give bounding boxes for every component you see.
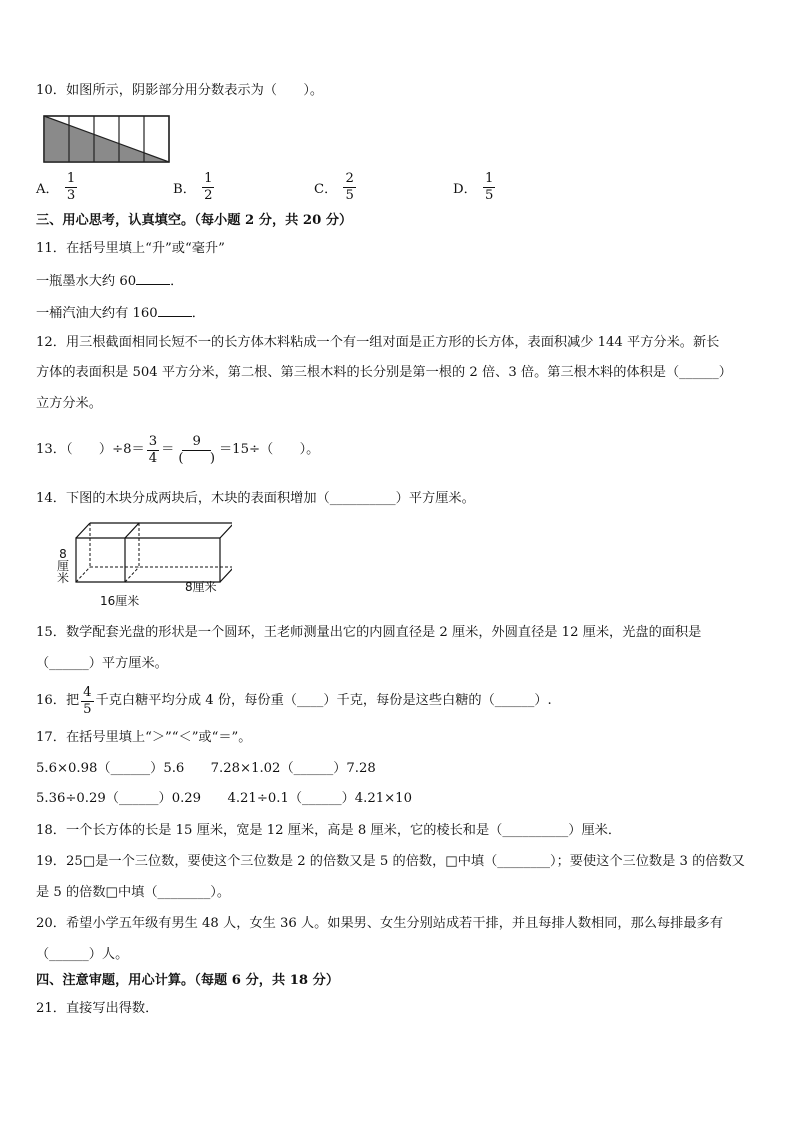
- q21-text: 21．直接写出得数．: [36, 1001, 159, 1016]
- fraction-9-blank: $\frac{9}{( )}$: [178, 433, 215, 466]
- option-a[interactable]: A． $\frac{1}{3}$: [36, 171, 76, 203]
- q11-title: 11．在括号里填上“升”或“毫升”: [36, 241, 225, 256]
- q19-line-1: 19．25□是一个三位数，要使这个三位数是 2 的倍数又是 5 的倍数，□中填（________）；要使这个三位数是 3 的倍数又: [36, 854, 745, 869]
- answer-blank[interactable]: [158, 304, 192, 317]
- q17-row-2: 5.36÷0.29（______）0.29 4.21÷0.1（______）4.21×10: [36, 791, 412, 806]
- q20-line-2: （______）人。: [36, 947, 129, 962]
- fraction-3-4: $\frac{3}{4}$: [148, 433, 158, 466]
- q11-line-2: 一桶汽油大约有 160 ．: [36, 306, 205, 321]
- q17-title: 17．在括号里填上“＞”“＜”或“＝”。: [36, 730, 252, 745]
- q12-line-2: 方体的表面积是 504 平方分米，第二根、第三根木料的长分别是第一根的 2 倍、3 倍。第三根木料的体积是（______）: [36, 365, 732, 380]
- q10-text: 10．如图所示，阴影部分用分数表示为（ ）。: [36, 83, 324, 98]
- fraction-4-5: $\frac{4}{5}$: [83, 684, 92, 717]
- q14-cuboid-figure: [52, 518, 232, 610]
- section-4-heading: 四、注意审题，用心计算。（每题 6 分，共 18 分）: [36, 973, 340, 988]
- q12-line-1: 12．用三根截面相同长短不一的长方体木料粘成一个有一组对面是正方形的长方体，表面积减少 144 平方分米。新长: [36, 335, 720, 350]
- q10-options: [36, 171, 596, 211]
- q12-line-3: 立方分米。: [36, 396, 102, 411]
- q15-line-2: （______）平方厘米。: [36, 656, 168, 671]
- q17-row-1: 5.6×0.98（______）5.6 7.28×1.02（______）7.28: [36, 761, 376, 776]
- option-d[interactable]: D． $\frac{1}{5}$: [453, 171, 494, 203]
- section-3-heading: 三、用心思考，认真填空。（每小题 2 分，共 20 分）: [36, 213, 353, 228]
- option-c[interactable]: C． $\frac{2}{5}$: [314, 171, 354, 203]
- answer-blank[interactable]: [136, 272, 170, 285]
- q16-text: 16．把 $\frac{4}{5}$ 千克白糖平均分成 4 份，每份重（____）千克，每份是这些白糖的（______）.: [36, 684, 552, 717]
- option-b[interactable]: B． $\frac{1}{2}$: [173, 171, 213, 203]
- q19-line-2: 是 5 的倍数□中填（________）。: [36, 885, 231, 900]
- q14-text: 14．下图的木块分成两块后，木块的表面积增加（__________）平方厘米。: [36, 491, 475, 506]
- q14-height-label: 8 厘 米: [56, 547, 69, 585]
- q10-shaded-rectangle-figure: [42, 114, 172, 166]
- q15-line-1: 15．数学配套光盘的形状是一个圆环，王老师测量出它的内圆直径是 2 厘米，外圆直径是 12 厘米，光盘的面积是: [36, 625, 702, 640]
- q14-depth-label: 8厘米: [185, 580, 217, 594]
- q18-text: 18．一个长方体的长是 15 厘米，宽是 12 厘米，高是 8 厘米，它的棱长和是（__________）厘米．: [36, 823, 622, 838]
- q20-line-1: 20．希望小学五年级有男生 48 人，女生 36 人。如果男、女生分别站成若干排，并且每排人数相同，那么每排最多有: [36, 916, 723, 931]
- q14-length-label: 16厘米: [100, 594, 140, 608]
- q13-equation: 13．（ ）÷8＝ $\frac{3}{4}$ ＝ $\frac{9}{( )}$ ＝15÷（ ）。: [36, 433, 320, 466]
- q11-line-1: 一瓶墨水大约 60 ．: [36, 274, 184, 289]
